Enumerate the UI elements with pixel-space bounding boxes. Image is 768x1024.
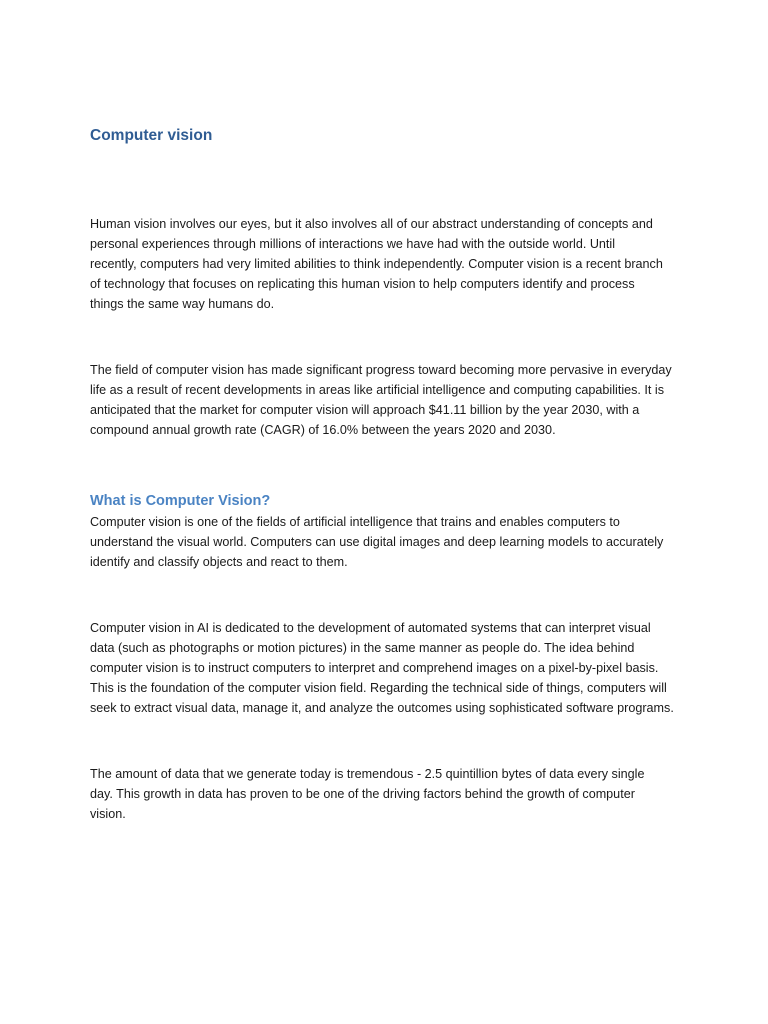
- paragraph-intro: [90, 214, 690, 314]
- paragraph-ai: [90, 618, 690, 718]
- paragraph-line: of technology that focuses on replicating this human vision to help computers identify and process: [90, 277, 635, 291]
- paragraph-line: data (such as photographs or motion pictures) in the same manner as people do. The idea behind: [90, 641, 635, 655]
- paragraph-line: things the same way humans do.: [90, 297, 275, 311]
- paragraph-line: computer vision is to instruct computers to interpret and comprehend images on a pixel-by-pixel basis.: [90, 661, 659, 675]
- paragraph-definition: [90, 512, 690, 572]
- paragraph-line: compound annual growth rate (CAGR) of 16.0% between the years 2020 and 2030.: [90, 423, 556, 437]
- paragraph-line: vision.: [90, 807, 126, 821]
- paragraph-line: Computer vision is one of the fields of artificial intelligence that trains and enables computers to: [90, 515, 620, 529]
- paragraph-line: day. This growth in data has proven to be one of the driving factors behind the growth of computer: [90, 787, 635, 801]
- paragraph-line: anticipated that the market for computer vision will approach $41.11 billion by the year 2030, with a: [90, 403, 640, 417]
- paragraph-line: This is the foundation of the computer vision field. Regarding the technical side of things, computers will: [90, 681, 667, 695]
- paragraph-line: recently, computers had very limited abilities to think independently. Computer vision is a recent branch: [90, 257, 663, 271]
- paragraph-line: personal experiences through millions of interactions we have had with the outside world. Until: [90, 237, 616, 251]
- paragraph-line: understand the visual world. Computers can use digital images and deep learning models to accurately: [90, 535, 664, 549]
- paragraph-line: seek to extract visual data, manage it, and analyze the outcomes using sophisticated software programs.: [90, 701, 674, 715]
- paragraph-data-growth: [90, 764, 690, 824]
- paragraph-line: life as a result of recent developments in areas like artificial intelligence and computing capabilities. It is: [90, 383, 665, 397]
- paragraph-market: [90, 360, 690, 440]
- section-heading: What is Computer Vision?: [90, 493, 271, 509]
- paragraph-line: The amount of data that we generate today is tremendous - 2.5 quintillion bytes of data every single: [90, 767, 645, 781]
- page-title: Computer vision: [90, 127, 213, 144]
- paragraph-line: identify and classify objects and react to them.: [90, 555, 348, 569]
- paragraph-line: Human vision involves our eyes, but it also involves all of our abstract understanding of concepts and: [90, 217, 653, 231]
- paragraph-line: Computer vision in AI is dedicated to the development of automated systems that can interpret visual: [90, 621, 651, 635]
- paragraph-line: The field of computer vision has made significant progress toward becoming more pervasive in everyday: [90, 363, 672, 377]
